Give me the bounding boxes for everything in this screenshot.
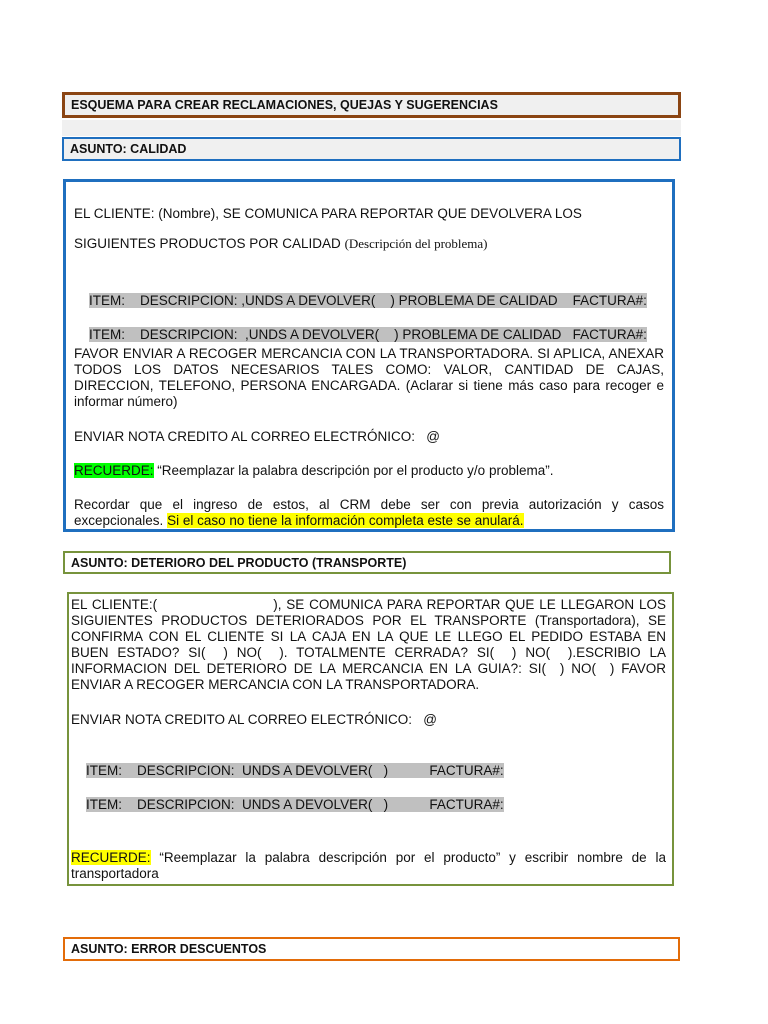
calidad-reminder-label: RECUERDE:: [74, 463, 154, 478]
deterioro-header: [63, 551, 671, 574]
document-title-text: ESQUEMA PARA CREAR RECLAMACIONES, QUEJAS Y SUGERENCIAS: [71, 98, 498, 112]
calidad-intro-line2: [74, 236, 664, 252]
deterioro-header-text: ASUNTO: DETERIORO DEL PRODUCTO (TRANSPORTE): [71, 555, 407, 570]
calidad-intro-line1: EL CLIENTE: (Nombre), SE COMUNICA PARA REPORTAR QUE DEVOLVERA LOS: [74, 206, 582, 221]
gray-spacer-band: [62, 120, 681, 136]
document-title: [62, 92, 681, 118]
deterioro-item-row-2: [71, 781, 664, 829]
calidad-template-box: [63, 179, 675, 532]
deterioro-item-row-2-text: ITEM: DESCRIPCION: UNDS A DEVOLVER( ) FACTURA#:: [86, 797, 504, 812]
deterioro-intro: EL CLIENTE:( ), SE COMUNICA PARA REPORTAR QUE LE LLEGARON LOS SIGUIENTES PRODUCTOS DETERIORADOS POR EL TRANSPORTE (Transportadora), SE CONFIRMA CON EL CLIENTE SI LA CAJA EN LA QUE LE LLEGO EL PEDIDO ESTABA EN BUEN ESTADO? SI( ) NO( ). TOTALMENTE CERRADA? SI( ) NO( ).ESCRIBIO LA INFORMACION DEL DETERIORO DE LA MERCANCIA EN LA GUIA?: SI( ) NO( ) FAVOR ENVIAR A RECOGER MERCANCIA CON LA TRANSPORTADORA.: [71, 597, 670, 692]
deterioro-reminder-text: “Reemplazar la palabra descripción por el producto” y escribir nombre de la transportadora: [71, 850, 666, 881]
calidad-item-row-2-text: ITEM: DESCRIPCION: ,UNDS A DEVOLVER( ) PROBLEMA DE CALIDAD FACTURA#:: [89, 327, 647, 342]
calidad-header-text: ASUNTO: CALIDAD: [70, 142, 187, 156]
calidad-intro-line2-text: SIGUIENTES PRODUCTOS POR CALIDAD: [74, 236, 341, 251]
descuentos-header: [63, 937, 680, 961]
deterioro-credit-note-line: ENVIAR NOTA CREDITO AL CORREO ELECTRÓNICO: @: [71, 712, 438, 727]
deterioro-template-box: [67, 592, 674, 886]
calidad-pickup-instructions: FAVOR ENVIAR A RECOGER MERCANCIA CON LA TRANSPORTADORA. SI APLICA, ANEXAR TODOS LOS DATOS NECESARIOS TALES COMO: VALOR, CANTIDAD DE CAJAS, DIRECCION, TELEFONO, PERSONA ENCARGADA. (Aclarar si tiene más caso para recoger e informar número): [74, 346, 664, 409]
calidad-credit-note-line: ENVIAR NOTA CREDITO AL CORREO ELECTRÓNICO: @: [74, 429, 441, 444]
calidad-header: [62, 137, 681, 161]
calidad-reminder-text: “Reemplazar la palabra descripción por el producto y/o problema”.: [153, 463, 554, 478]
deterioro-reminder-label: RECUERDE:: [71, 850, 151, 865]
deterioro-reminder: [71, 850, 666, 882]
calidad-reminder: [74, 463, 664, 479]
descuentos-header-text: ASUNTO: ERROR DESCUENTOS: [71, 942, 267, 956]
calidad-crm-note-text: Recordar que el ingreso de estos, al CRM debe ser con previa autorización y casos excepcionales.: [74, 497, 664, 528]
calidad-crm-warning: Si el caso no tiene la información completa este se anulará.: [167, 513, 524, 528]
deterioro-item-row-1-text: ITEM: DESCRIPCION: UNDS A DEVOLVER( ) FACTURA#:: [86, 763, 504, 778]
calidad-problem-description: (Descripción del problema): [344, 236, 488, 251]
calidad-item-row-1-text: ITEM: DESCRIPCION: ,UNDS A DEVOLVER( ) PROBLEMA DE CALIDAD FACTURA#:: [89, 293, 647, 308]
calidad-crm-note: [74, 497, 664, 529]
